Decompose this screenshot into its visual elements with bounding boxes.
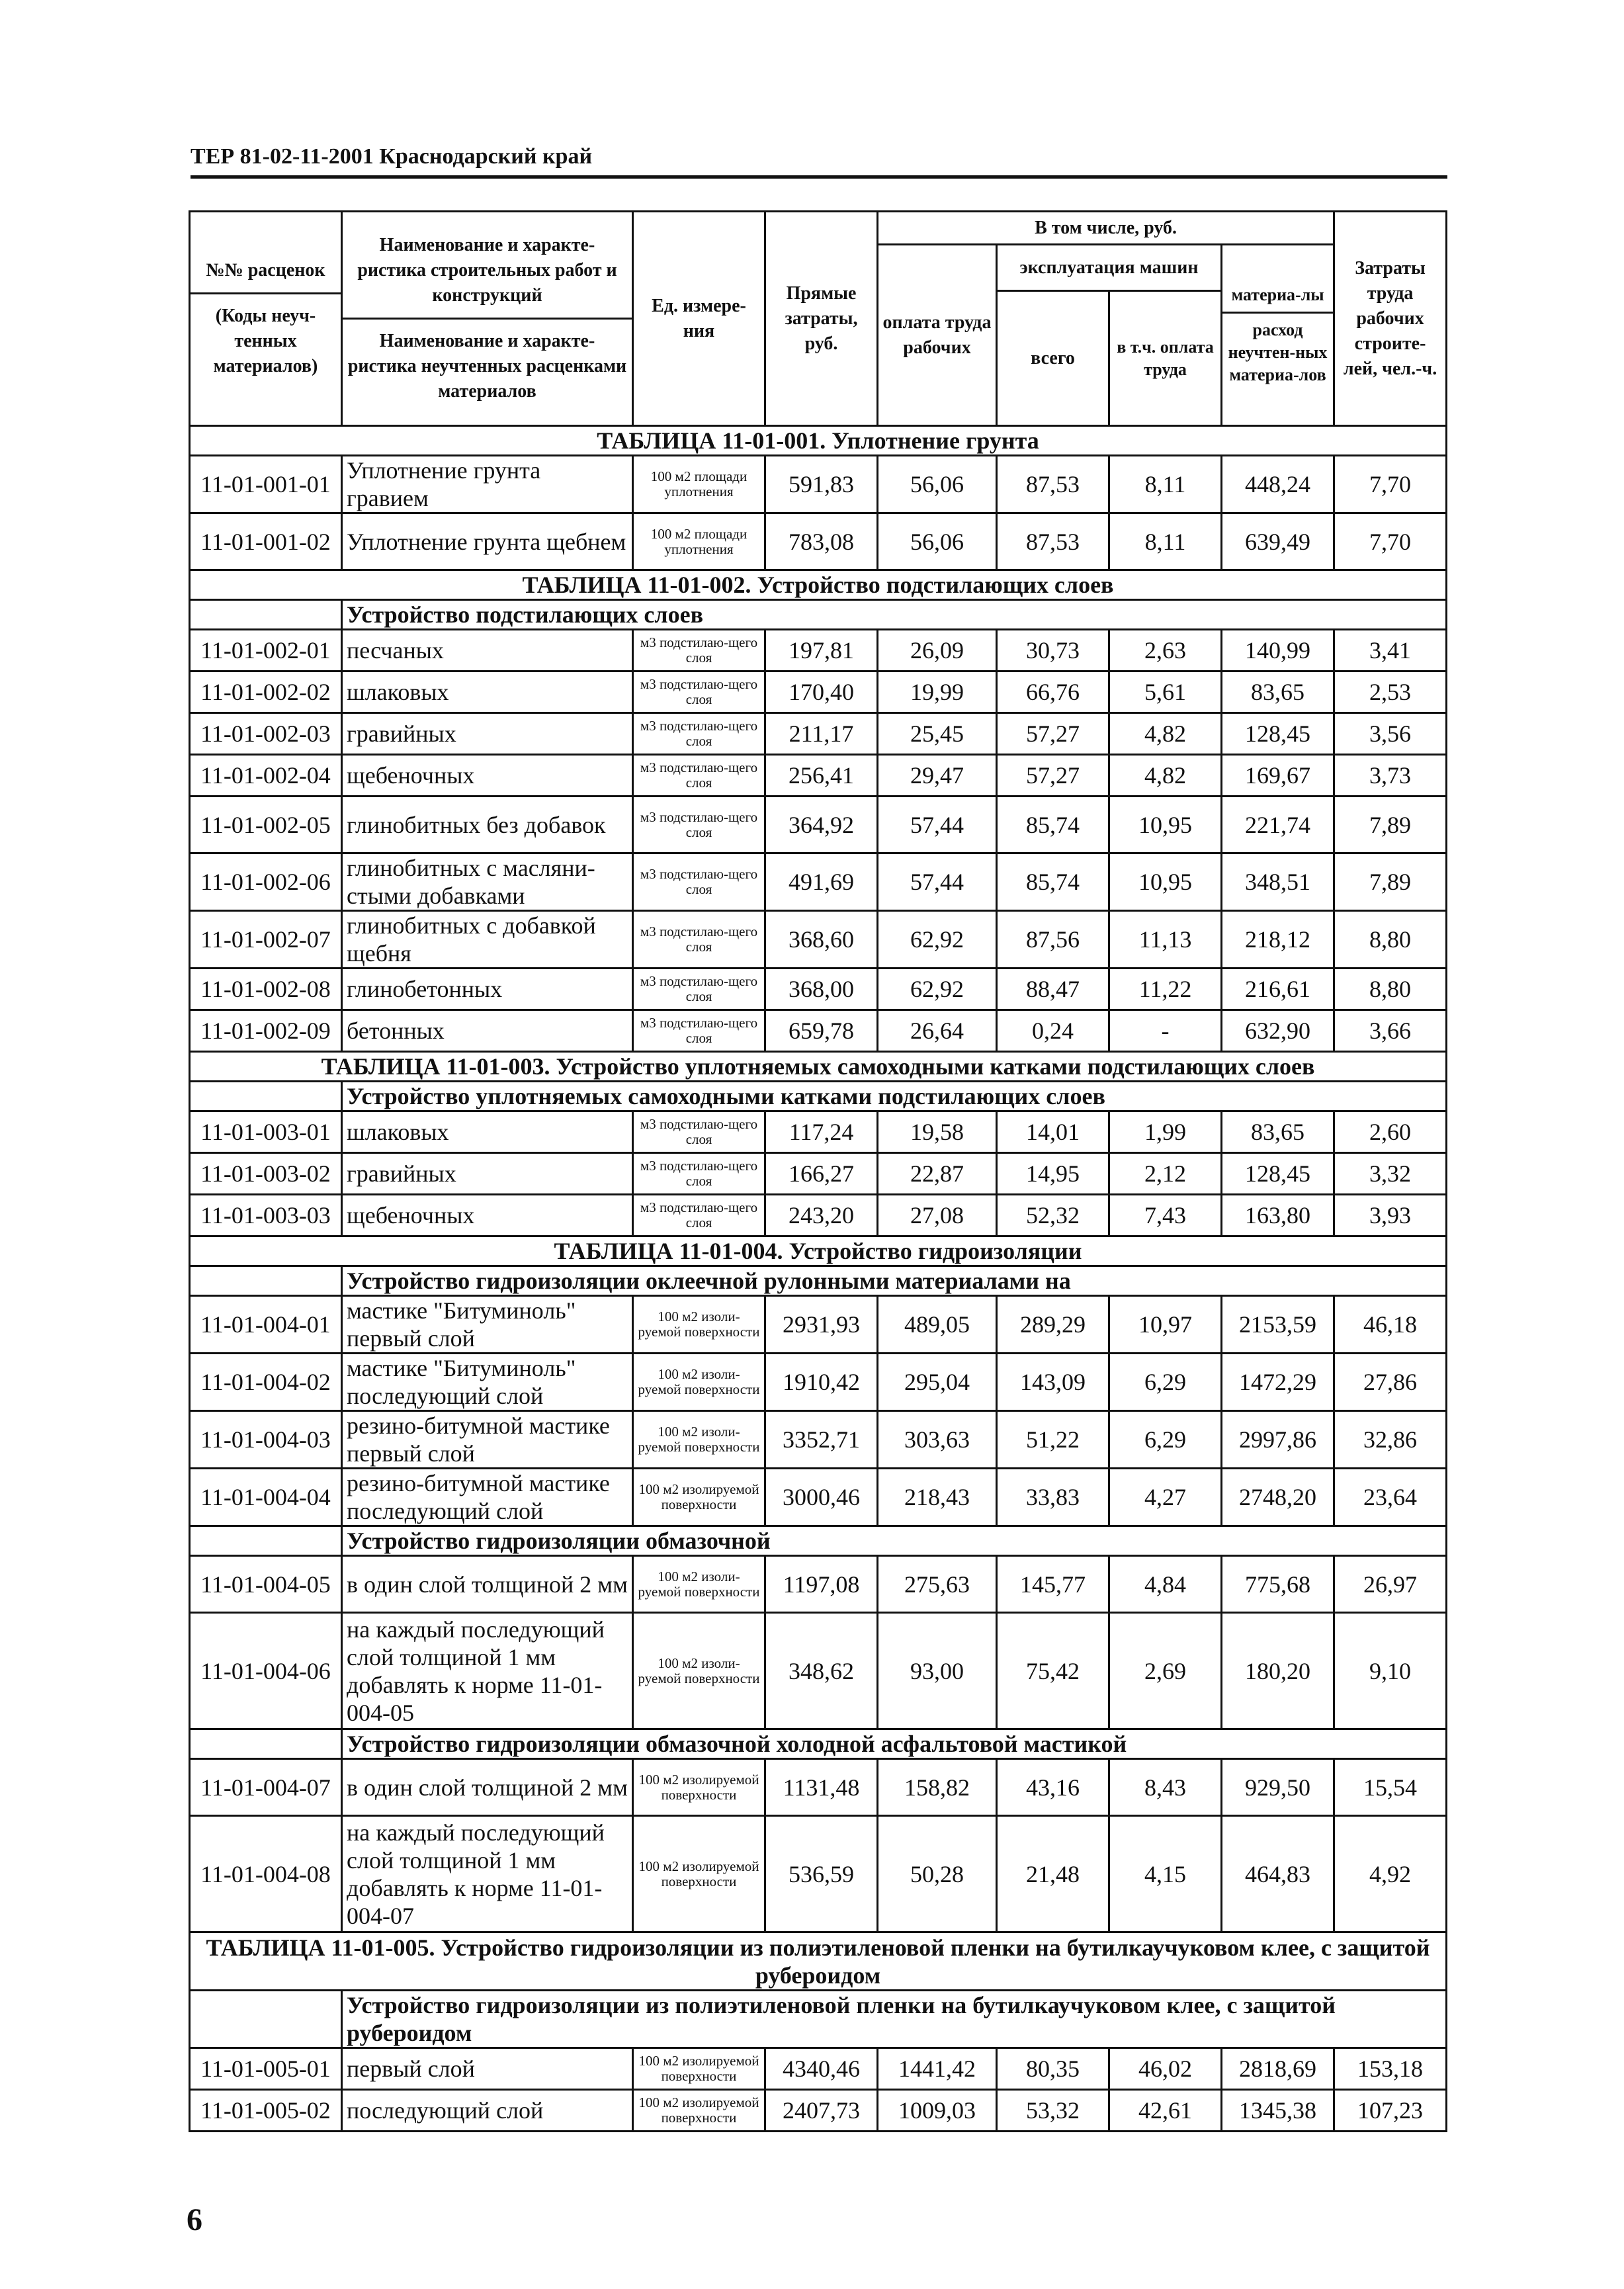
wage-cost: 27,08 [878, 1195, 997, 1236]
machines-total: 53,32 [997, 2090, 1109, 2132]
name-column-header [342, 212, 633, 426]
rate-code: 11-01-002-01 [190, 630, 342, 671]
labor-hours: 2,53 [1334, 671, 1447, 713]
machines-total: 85,74 [997, 853, 1109, 911]
empty-cell [190, 1082, 342, 1111]
direct-cost: 368,00 [765, 969, 878, 1010]
direct-cost: 166,27 [765, 1153, 878, 1195]
direct-cost-column-header: Прямые затраты, руб. [765, 212, 878, 426]
table-row [190, 2090, 1447, 2132]
name-header-bottom: Наименование и характе-ристика неучтенных расценками материалов [347, 331, 627, 402]
table-row [190, 1153, 1447, 1195]
materials-header-bottom: расход неучтен-ных материа-лов [1228, 320, 1328, 384]
machines-wage: 42,61 [1109, 2090, 1222, 2132]
table-header [190, 212, 1447, 426]
wage-cost: 56,06 [878, 456, 997, 513]
work-name: щебеночных [342, 755, 633, 797]
machines-total: 143,09 [997, 1354, 1109, 1411]
wage-cost: 275,63 [878, 1556, 997, 1613]
labor-hours: 153,18 [1334, 2048, 1447, 2090]
materials-cost: 1472,29 [1222, 1354, 1334, 1411]
direct-cost: 1197,08 [765, 1556, 878, 1613]
subsection-title: Устройство гидроизоляции обмазочной холодной асфальтовой мастикой [342, 1729, 1447, 1759]
table-subsection-row [190, 1729, 1447, 1759]
machines-wage: 2,12 [1109, 1153, 1222, 1195]
code-header-top: №№ расценок [206, 260, 325, 281]
empty-cell [190, 1526, 342, 1556]
materials-cost: 2818,69 [1222, 2048, 1334, 2090]
materials-cost: 775,68 [1222, 1556, 1334, 1613]
work-name: глинобитных с масляни-стыми добавками [342, 853, 633, 911]
unit-of-measure: м3 подстилаю-щего слоя [633, 630, 765, 671]
machines-total: 75,42 [997, 1613, 1109, 1729]
rates-table [189, 210, 1447, 2132]
empty-cell [190, 1991, 342, 2048]
wage-cost: 26,09 [878, 630, 997, 671]
materials-cost: 448,24 [1222, 456, 1334, 513]
materials-cost: 83,65 [1222, 1111, 1334, 1153]
work-name: последующий слой [342, 2090, 633, 2132]
labor-hours: 107,23 [1334, 2090, 1447, 2132]
work-name: первый слой [342, 2048, 633, 2090]
work-name: глинобитных с добавкой щебня [342, 911, 633, 969]
table-subsection-row [190, 1526, 1447, 1556]
labor-hours: 3,66 [1334, 1010, 1447, 1052]
section-title: ТАБЛИЦА 11-01-004. Устройство гидроизоляции [190, 1236, 1447, 1266]
work-name: мастике "Битуминоль" первый слой [342, 1296, 633, 1354]
labor-hours: 7,70 [1334, 456, 1447, 513]
wage-cost: 489,05 [878, 1296, 997, 1354]
work-name: бетонных [342, 1010, 633, 1052]
machines-total: 80,35 [997, 2048, 1109, 2090]
unit-of-measure: 100 м2 площади уплотнения [633, 456, 765, 513]
labor-hours: 9,10 [1334, 1613, 1447, 1729]
section-title: ТАБЛИЦА 11-01-003. Устройство уплотняемых самоходными катками подстилающих слоев [190, 1052, 1447, 1082]
rate-code: 11-01-001-01 [190, 456, 342, 513]
rate-code: 11-01-004-03 [190, 1411, 342, 1469]
materials-cost: 348,51 [1222, 853, 1334, 911]
labor-hours: 3,32 [1334, 1153, 1447, 1195]
materials-cost: 169,67 [1222, 755, 1334, 797]
page-number: 6 [187, 2202, 202, 2237]
machines-total: 289,29 [997, 1296, 1109, 1354]
rate-code: 11-01-004-06 [190, 1613, 342, 1729]
rate-code: 11-01-005-02 [190, 2090, 342, 2132]
rate-code: 11-01-002-02 [190, 671, 342, 713]
work-name: на каждый последующий слой толщиной 1 мм добавлять к норме 11-01-004-07 [342, 1816, 633, 1932]
machines-total: 51,22 [997, 1411, 1109, 1469]
materials-cost: 218,12 [1222, 911, 1334, 969]
unit-of-measure: 100 м2 площади уплотнения [633, 513, 765, 570]
table-subsection-row [190, 1266, 1447, 1296]
machines-wage: 11,13 [1109, 911, 1222, 969]
table-row [190, 2048, 1447, 2090]
wage-cost: 1441,42 [878, 2048, 997, 2090]
machines-total-header: всего [997, 291, 1109, 426]
labor-hours: 26,97 [1334, 1556, 1447, 1613]
machines-wage: 10,95 [1109, 853, 1222, 911]
wage-cost: 93,00 [878, 1613, 997, 1729]
wage-cost: 22,87 [878, 1153, 997, 1195]
table-row [190, 1759, 1447, 1816]
wage-cost: 295,04 [878, 1354, 997, 1411]
labor-hours: 15,54 [1334, 1759, 1447, 1816]
empty-cell [190, 1729, 342, 1759]
table-row [190, 671, 1447, 713]
table-row [190, 797, 1447, 853]
table-row [190, 513, 1447, 570]
materials-cost: 1345,38 [1222, 2090, 1334, 2132]
section-title: ТАБЛИЦА 11-01-001. Уплотнение грунта [190, 426, 1447, 456]
work-name: щебеночных [342, 1195, 633, 1236]
direct-cost: 591,83 [765, 456, 878, 513]
work-name: глинобитных без добавок [342, 797, 633, 853]
machines-total: 52,32 [997, 1195, 1109, 1236]
wage-cost: 19,99 [878, 671, 997, 713]
unit-of-measure: м3 подстилаю-щего слоя [633, 1153, 765, 1195]
direct-cost: 170,40 [765, 671, 878, 713]
unit-of-measure: м3 подстилаю-щего слоя [633, 1195, 765, 1236]
machines-total: 87,53 [997, 513, 1109, 570]
document-header: ТЕР 81-02-11-2001 Краснодарский край [191, 144, 593, 169]
machines-wage: 2,69 [1109, 1613, 1222, 1729]
direct-cost: 211,17 [765, 713, 878, 755]
table-row [190, 1613, 1447, 1729]
machines-total: 14,95 [997, 1153, 1109, 1195]
work-name: резино-битумной мастике первый слой [342, 1411, 633, 1469]
machines-total: 66,76 [997, 671, 1109, 713]
rate-code: 11-01-002-04 [190, 755, 342, 797]
table-section-title-row [190, 570, 1447, 600]
including-header: В том числе, руб. [878, 212, 1334, 245]
labor-hours: 27,86 [1334, 1354, 1447, 1411]
unit-of-measure: м3 подстилаю-щего слоя [633, 1010, 765, 1052]
work-name: мастике "Битуминоль" последующий слой [342, 1354, 633, 1411]
machines-total: 57,27 [997, 713, 1109, 755]
materials-cost: 180,20 [1222, 1613, 1334, 1729]
work-name: шлаковых [342, 1111, 633, 1153]
materials-cost: 83,65 [1222, 671, 1334, 713]
rate-code: 11-01-002-03 [190, 713, 342, 755]
section-title: ТАБЛИЦА 11-01-005. Устройство гидроизоляции из полиэтиленовой пленки на бутилкаучуковом клее, с защитой рубероидом [190, 1932, 1447, 1991]
code-column-header [190, 212, 342, 426]
direct-cost: 348,62 [765, 1613, 878, 1729]
subsection-title: Устройство гидроизоляции из полиэтиленовой пленки на бутилкаучуковом клее, с защитой рубероидом [342, 1991, 1447, 2048]
machines-total: 33,83 [997, 1469, 1109, 1526]
labor-hours: 8,80 [1334, 911, 1447, 969]
unit-of-measure: 100 м2 изолируемой поверхности [633, 1469, 765, 1526]
rate-code: 11-01-004-08 [190, 1816, 342, 1932]
unit-of-measure: м3 подстилаю-щего слоя [633, 671, 765, 713]
table-row [190, 1354, 1447, 1411]
work-name: резино-битумной мастике последующий слой [342, 1469, 633, 1526]
table-row [190, 969, 1447, 1010]
rate-code: 11-01-004-04 [190, 1469, 342, 1526]
materials-cost: 929,50 [1222, 1759, 1334, 1816]
machines-wage: 5,61 [1109, 671, 1222, 713]
labor-hours: 7,70 [1334, 513, 1447, 570]
machines-wage: 46,02 [1109, 2048, 1222, 2090]
unit-of-measure: 100 м2 изолируемой поверхности [633, 2090, 765, 2132]
table-row [190, 1469, 1447, 1526]
direct-cost: 1131,48 [765, 1759, 878, 1816]
table-row [190, 630, 1447, 671]
machines-wage: 4,27 [1109, 1469, 1222, 1526]
labor-hours: 46,18 [1334, 1296, 1447, 1354]
materials-cost: 140,99 [1222, 630, 1334, 671]
work-name: гравийных [342, 713, 633, 755]
wage-cost: 19,58 [878, 1111, 997, 1153]
machines-total: 145,77 [997, 1556, 1109, 1613]
header-rule [191, 175, 1447, 179]
table-body [190, 426, 1447, 2132]
wage-cost: 26,64 [878, 1010, 997, 1052]
machines-wage-header: в т.ч. оплата труда [1109, 291, 1222, 426]
rate-code: 11-01-002-08 [190, 969, 342, 1010]
labor-hours: 3,56 [1334, 713, 1447, 755]
wage-cost: 57,44 [878, 797, 997, 853]
direct-cost: 2407,73 [765, 2090, 878, 2132]
direct-cost: 659,78 [765, 1010, 878, 1052]
direct-cost: 117,24 [765, 1111, 878, 1153]
empty-cell [190, 1266, 342, 1296]
work-name: глинобетонных [342, 969, 633, 1010]
unit-of-measure: 100 м2 изоли-руемой поверхности [633, 1556, 765, 1613]
direct-cost: 783,08 [765, 513, 878, 570]
materials-header-top: материа-лы [1231, 285, 1324, 304]
materials-cost: 2748,20 [1222, 1469, 1334, 1526]
machines-total: 85,74 [997, 797, 1109, 853]
materials-column-header [1222, 245, 1334, 426]
labor-hours: 2,60 [1334, 1111, 1447, 1153]
labor-hours: 8,80 [1334, 969, 1447, 1010]
direct-cost: 3000,46 [765, 1469, 878, 1526]
machines-wage: 8,11 [1109, 456, 1222, 513]
wage-cost: 50,28 [878, 1816, 997, 1932]
machines-wage: - [1109, 1010, 1222, 1052]
machines-wage: 6,29 [1109, 1411, 1222, 1469]
table-row [190, 456, 1447, 513]
direct-cost: 197,81 [765, 630, 878, 671]
table-row [190, 1411, 1447, 1469]
work-name: на каждый последующий слой толщиной 1 мм добавлять к норме 11-01-004-05 [342, 1613, 633, 1729]
section-title: ТАБЛИЦА 11-01-002. Устройство подстилающих слоев [190, 570, 1447, 600]
rate-code: 11-01-004-02 [190, 1354, 342, 1411]
materials-cost: 163,80 [1222, 1195, 1334, 1236]
subsection-title: Устройство гидроизоляции обмазочной [342, 1526, 1447, 1556]
rate-code: 11-01-004-07 [190, 1759, 342, 1816]
machines-wage: 1,99 [1109, 1111, 1222, 1153]
subsection-title: Устройство уплотняемых самоходными катками подстилающих слоев [342, 1082, 1447, 1111]
code-header-bottom: (Коды неуч-тенных материалов) [213, 306, 318, 376]
wage-cost: 56,06 [878, 513, 997, 570]
machines-total: 88,47 [997, 969, 1109, 1010]
direct-cost: 364,92 [765, 797, 878, 853]
wage-cost: 158,82 [878, 1759, 997, 1816]
rate-code: 11-01-005-01 [190, 2048, 342, 2090]
machines-wage: 11,22 [1109, 969, 1222, 1010]
work-name: гравийных [342, 1153, 633, 1195]
table-row [190, 1111, 1447, 1153]
subsection-title: Устройство подстилающих слоев [342, 600, 1447, 630]
machines-wage: 4,84 [1109, 1556, 1222, 1613]
wage-cost: 1009,03 [878, 2090, 997, 2132]
machines-wage: 6,29 [1109, 1354, 1222, 1411]
direct-cost: 3352,71 [765, 1411, 878, 1469]
machines-wage: 8,11 [1109, 513, 1222, 570]
labor-hours: 3,93 [1334, 1195, 1447, 1236]
direct-cost: 491,69 [765, 853, 878, 911]
unit-of-measure: м3 подстилаю-щего слоя [633, 1111, 765, 1153]
wage-cost: 25,45 [878, 713, 997, 755]
unit-of-measure: 100 м2 изоли-руемой поверхности [633, 1296, 765, 1354]
machines-total: 30,73 [997, 630, 1109, 671]
machines-wage: 2,63 [1109, 630, 1222, 671]
direct-cost: 368,60 [765, 911, 878, 969]
unit-of-measure: м3 подстилаю-щего слоя [633, 755, 765, 797]
work-name: в один слой толщиной 2 мм [342, 1556, 633, 1613]
machines-header: эксплуатация машин [997, 245, 1222, 291]
machines-wage: 10,95 [1109, 797, 1222, 853]
materials-cost: 128,45 [1222, 1153, 1334, 1195]
wage-cost: 62,92 [878, 969, 997, 1010]
table-subsection-row [190, 600, 1447, 630]
machines-total: 0,24 [997, 1010, 1109, 1052]
direct-cost: 256,41 [765, 755, 878, 797]
table-row [190, 755, 1447, 797]
unit-of-measure: 100 м2 изоли-руемой поверхности [633, 1613, 765, 1729]
table-section-title-row [190, 1052, 1447, 1082]
direct-cost: 4340,46 [765, 2048, 878, 2090]
direct-cost: 243,20 [765, 1195, 878, 1236]
materials-cost: 216,61 [1222, 969, 1334, 1010]
unit-column-header: Ед. измере-ния [633, 212, 765, 426]
table-row [190, 1195, 1447, 1236]
machines-total: 57,27 [997, 755, 1109, 797]
work-name: песчаных [342, 630, 633, 671]
table-row [190, 911, 1447, 969]
table-row [190, 1556, 1447, 1613]
machines-total: 87,56 [997, 911, 1109, 969]
work-name: в один слой толщиной 2 мм [342, 1759, 633, 1816]
labor-hours: 7,89 [1334, 797, 1447, 853]
direct-cost: 2931,93 [765, 1296, 878, 1354]
machines-wage: 10,97 [1109, 1296, 1222, 1354]
direct-cost: 1910,42 [765, 1354, 878, 1411]
table-row [190, 1816, 1447, 1932]
wage-cost: 303,63 [878, 1411, 997, 1469]
table-subsection-row [190, 1991, 1447, 2048]
machines-wage: 4,82 [1109, 755, 1222, 797]
materials-cost: 2997,86 [1222, 1411, 1334, 1469]
labor-hours: 3,73 [1334, 755, 1447, 797]
materials-cost: 639,49 [1222, 513, 1334, 570]
materials-cost: 632,90 [1222, 1010, 1334, 1052]
work-name: Уплотнение грунта щебнем [342, 513, 633, 570]
rate-code: 11-01-003-02 [190, 1153, 342, 1195]
machines-wage: 7,43 [1109, 1195, 1222, 1236]
rate-code: 11-01-002-09 [190, 1010, 342, 1052]
unit-of-measure: м3 подстилаю-щего слоя [633, 853, 765, 911]
rate-code: 11-01-002-05 [190, 797, 342, 853]
unit-of-measure: м3 подстилаю-щего слоя [633, 797, 765, 853]
unit-of-measure: 100 м2 изоли-руемой поверхности [633, 1354, 765, 1411]
unit-of-measure: 100 м2 изолируемой поверхности [633, 2048, 765, 2090]
table-row [190, 713, 1447, 755]
unit-of-measure: м3 подстилаю-щего слоя [633, 969, 765, 1010]
wage-cost: 62,92 [878, 911, 997, 969]
machines-total: 87,53 [997, 456, 1109, 513]
rate-code: 11-01-001-02 [190, 513, 342, 570]
empty-cell [190, 600, 342, 630]
materials-cost: 464,83 [1222, 1816, 1334, 1932]
wage-column-header: оплата труда рабочих [878, 245, 997, 426]
name-header-top: Наименование и характе-ристика строительных работ и конструкций [357, 235, 617, 306]
machines-total: 21,48 [997, 1816, 1109, 1932]
wage-cost: 29,47 [878, 755, 997, 797]
unit-of-measure: м3 подстилаю-щего слоя [633, 713, 765, 755]
unit-of-measure: 100 м2 изолируемой поверхности [633, 1816, 765, 1932]
machines-total: 43,16 [997, 1759, 1109, 1816]
rate-code: 11-01-002-06 [190, 853, 342, 911]
table-section-title-row [190, 1932, 1447, 1991]
table-section-title-row [190, 426, 1447, 456]
rate-code: 11-01-004-05 [190, 1556, 342, 1613]
materials-cost: 221,74 [1222, 797, 1334, 853]
machines-wage: 8,43 [1109, 1759, 1222, 1816]
labor-hours: 7,89 [1334, 853, 1447, 911]
materials-cost: 2153,59 [1222, 1296, 1334, 1354]
work-name: шлаковых [342, 671, 633, 713]
work-name: Уплотнение грунта гравием [342, 456, 633, 513]
labor-hours: 32,86 [1334, 1411, 1447, 1469]
rate-code: 11-01-004-01 [190, 1296, 342, 1354]
table-row [190, 853, 1447, 911]
table-row [190, 1010, 1447, 1052]
rate-code: 11-01-003-03 [190, 1195, 342, 1236]
wage-cost: 57,44 [878, 853, 997, 911]
labor-column-header: Затраты труда рабочих строите-лей, чел.-ч. [1334, 212, 1447, 426]
table-subsection-row [190, 1082, 1447, 1111]
unit-of-measure: 100 м2 изоли-руемой поверхности [633, 1411, 765, 1469]
table-section-title-row [190, 1236, 1447, 1266]
rate-code: 11-01-002-07 [190, 911, 342, 969]
unit-of-measure: 100 м2 изолируемой поверхности [633, 1759, 765, 1816]
labor-hours: 4,92 [1334, 1816, 1447, 1932]
machines-wage: 4,82 [1109, 713, 1222, 755]
materials-cost: 128,45 [1222, 713, 1334, 755]
labor-hours: 23,64 [1334, 1469, 1447, 1526]
labor-hours: 3,41 [1334, 630, 1447, 671]
machines-total: 14,01 [997, 1111, 1109, 1153]
table-row [190, 1296, 1447, 1354]
wage-cost: 218,43 [878, 1469, 997, 1526]
machines-wage: 4,15 [1109, 1816, 1222, 1932]
unit-of-measure: м3 подстилаю-щего слоя [633, 911, 765, 969]
direct-cost: 536,59 [765, 1816, 878, 1932]
rate-code: 11-01-003-01 [190, 1111, 342, 1153]
subsection-title: Устройство гидроизоляции оклеечной рулонными материалами на [342, 1266, 1447, 1296]
